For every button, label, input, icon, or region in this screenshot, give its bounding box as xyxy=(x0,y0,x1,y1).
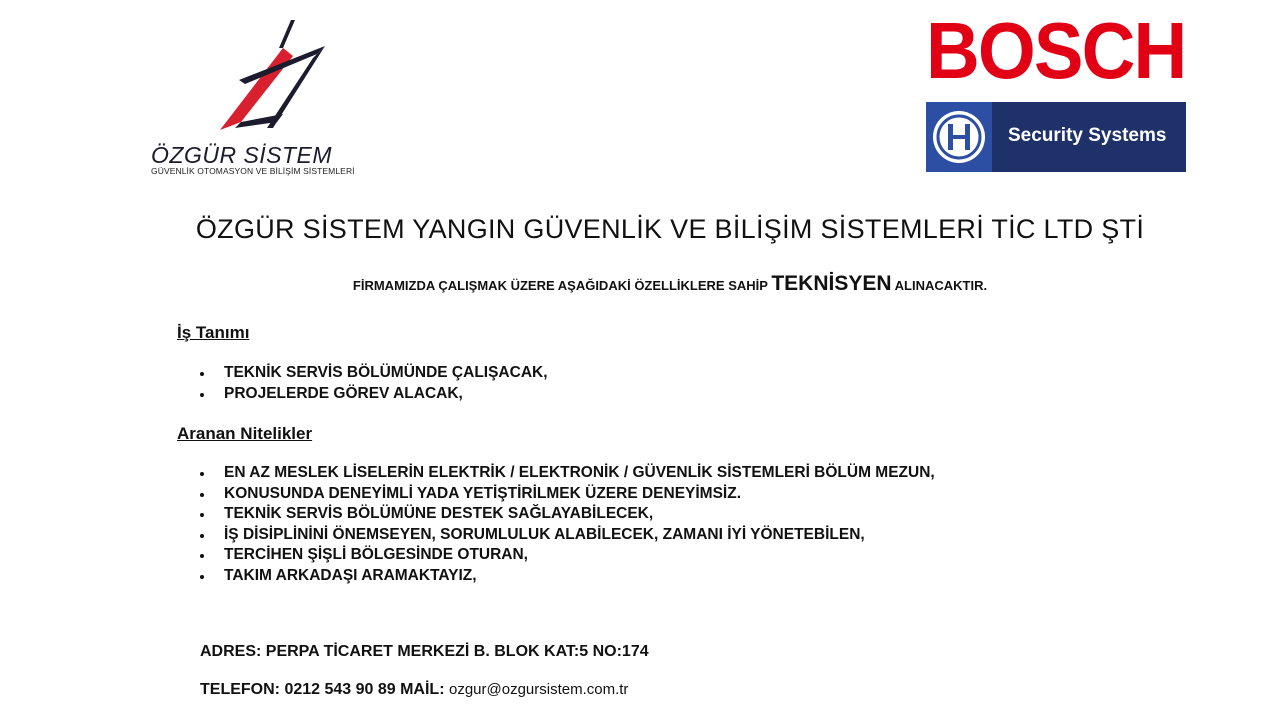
announcement-position: TEKNİSYEN xyxy=(771,272,892,295)
job-description-list xyxy=(200,363,548,404)
list-item-text: TERCİHEN ŞİŞLİ BÖLGESİNDE OTURAN, xyxy=(224,546,528,563)
list-item-text: TAKIM ARKADAŞI ARAMAKTAYIZ, xyxy=(224,566,477,584)
bosch-security-banner xyxy=(926,102,1186,172)
logo-wordmark: ÖZGÜR SİSTEM xyxy=(151,142,333,168)
bullet-icon xyxy=(200,372,204,376)
list-item xyxy=(200,504,935,525)
email-address: ozgur@ozgursistem.com.tr xyxy=(448,681,629,698)
list-item-text: TEKNİK SERVİS BÖLÜMÜNDE ÇALIŞACAK, xyxy=(224,364,548,381)
qualifications-heading: Aranan Nitelikler xyxy=(177,424,313,443)
list-item-text: EN AZ MESLEK LİSELERİN ELEKTRİK / ELEKTRONİK / GÜVENLİK SİSTEMLERİ BÖLÜM MEZUN, xyxy=(224,464,935,481)
logo-tagline: GÜVENLİK OTOMASYON VE BİLİŞİM SİSTEMLERİ xyxy=(151,166,355,176)
qualifications-list xyxy=(200,463,935,586)
bullet-icon xyxy=(200,472,204,476)
bullet-icon xyxy=(200,393,204,397)
bullet-icon xyxy=(200,513,204,517)
bosch-wordmark: BOSCH xyxy=(926,6,1186,95)
job-description-heading: İş Tanımı xyxy=(177,323,250,342)
announcement-suffix: ALINACAKTIR. xyxy=(891,278,988,293)
list-item-text: İŞ DİSİPLİNİNİ ÖNEMSEYEN, SORUMLULUK ALABİLECEK, ZAMANI İYİ YÖNETEBİLEN, xyxy=(224,525,865,543)
list-item xyxy=(200,566,935,587)
lightning-bolt-mark-icon xyxy=(145,18,375,148)
phone-mail-line xyxy=(200,681,628,699)
bullet-icon xyxy=(200,554,204,558)
list-item xyxy=(200,484,935,505)
announcement-prefix: FİRMAMIZDA ÇALIŞMAK ÜZERE AŞAĞIDAKİ ÖZELLİKLERE SAHİP xyxy=(352,278,772,293)
bosch-armature-icon xyxy=(926,102,992,172)
list-item xyxy=(200,525,935,546)
phone-label: TELEFON: 0212 543 90 89 MAİL: xyxy=(200,681,449,698)
list-item-text: TEKNİK SERVİS BÖLÜMÜNE DESTEK SAĞLAYABİLECEK, xyxy=(224,505,654,522)
bullet-icon xyxy=(200,575,204,579)
list-item-text: KONUSUNDA DENEYİMLİ YADA YETİŞTİRİLMEK ÜZERE DENEYİMSİZ. xyxy=(224,484,742,502)
list-item xyxy=(200,384,548,405)
company-title: ÖZGÜR SİSTEM YANGIN GÜVENLİK VE BİLİŞİM SİSTEMLERİ TİC LTD ŞTİ xyxy=(195,214,1145,244)
announcement-line xyxy=(0,272,1280,296)
list-item xyxy=(200,463,935,484)
list-item xyxy=(200,363,548,384)
security-systems-label: Security Systems xyxy=(1008,125,1167,146)
bullet-icon xyxy=(200,493,204,497)
list-item-text: PROJELERDE GÖREV ALACAK, xyxy=(224,384,463,402)
bullet-icon xyxy=(200,534,204,538)
list-item xyxy=(200,545,935,566)
ozgur-sistem-logo xyxy=(145,18,375,183)
address-line: ADRES: PERPA TİCARET MERKEZİ B. BLOK KAT:5 NO:174 xyxy=(200,643,649,660)
